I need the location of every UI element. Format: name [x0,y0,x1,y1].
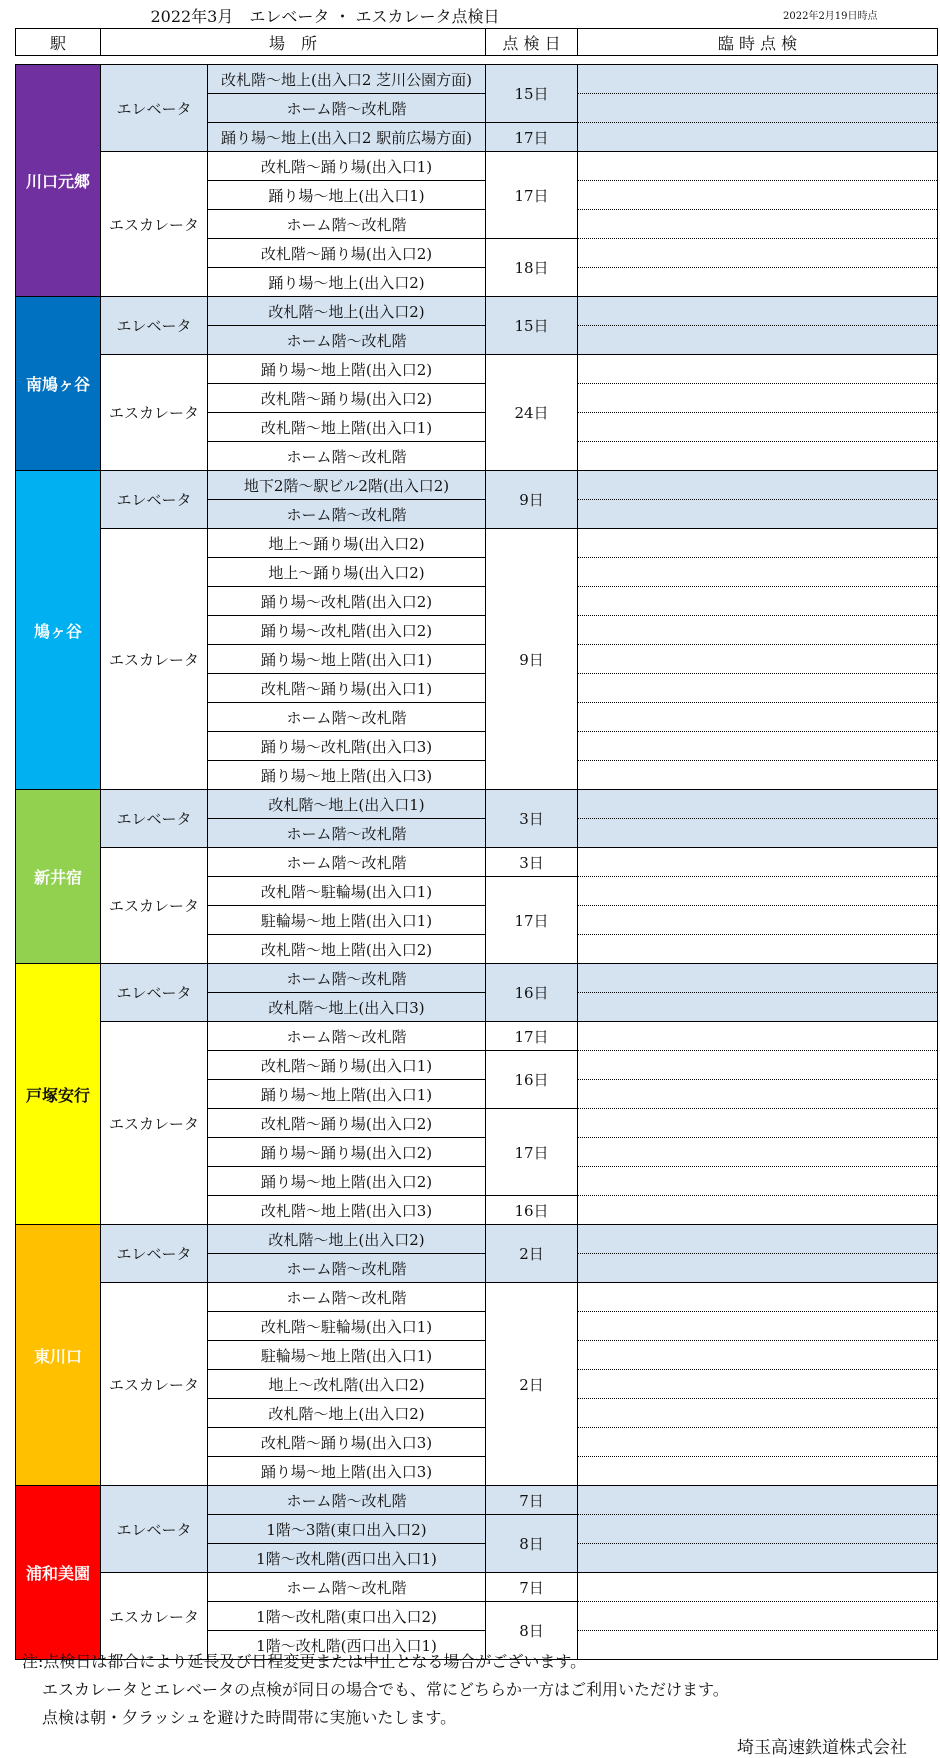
equipment-type: エスカレータ [101,152,208,297]
inspection-date: 16日 [486,964,578,1022]
station-name: 浦和美園 [16,1486,101,1660]
temporary-inspection-cell [578,1602,938,1631]
location-cell: 駐輪場～地上階(出入口1) [208,1341,486,1370]
header-date: 点 検 日 [486,29,578,56]
table-row [16,964,938,993]
location-cell: 踊り場～改札階(出入口2) [208,587,486,616]
station-name: 東川口 [16,1225,101,1486]
temporary-inspection-cell [578,1225,938,1254]
temporary-inspection-cell [578,906,938,935]
inspection-date: 17日 [486,123,578,152]
location-cell: 1階～改札階(西口出入口1) [208,1544,486,1573]
table-row [16,529,938,558]
temporary-inspection-cell [578,645,938,674]
inspection-date: 9日 [486,529,578,790]
header-location: 場 所 [101,29,486,56]
temporary-inspection-cell [578,1573,938,1602]
inspection-date: 15日 [486,65,578,123]
location-cell: 改札階～駐輪場(出入口1) [208,1312,486,1341]
temporary-inspection-cell [578,529,938,558]
inspection-date: 7日 [486,1573,578,1602]
temporary-inspection-cell [578,355,938,384]
location-cell: 1階～改札階(西口出入口1) [208,1631,486,1660]
temporary-inspection-cell [578,500,938,529]
temporary-inspection-cell [578,1167,938,1196]
equipment-type: エスカレータ [101,1573,208,1660]
temporary-inspection-cell [578,935,938,964]
location-cell: 改札階～地上(出入口2 芝川公園方面) [208,65,486,94]
equipment-type: エレベータ [101,790,208,848]
location-cell: ホーム階～改札階 [208,1486,486,1515]
station-name: 戸塚安行 [16,964,101,1225]
temporary-inspection-cell [578,1138,938,1167]
temporary-inspection-cell [578,993,938,1022]
temporary-inspection-cell [578,819,938,848]
location-cell: ホーム階～改札階 [208,964,486,993]
equipment-type: エスカレータ [101,529,208,790]
location-cell: ホーム階～改札階 [208,1254,486,1283]
location-cell: 踊り場～地上階(出入口1) [208,645,486,674]
location-cell: 地上～踊り場(出入口2) [208,558,486,587]
table-row [16,355,938,384]
table-row [16,1283,938,1312]
station-name: 南鳩ヶ谷 [16,297,101,471]
location-cell: 地上～踊り場(出入口2) [208,529,486,558]
inspection-date: 17日 [486,152,578,239]
table-row [16,1022,938,1051]
location-cell: 踊り場～地上(出入口2 駅前広場方面) [208,123,486,152]
inspection-date: 15日 [486,297,578,355]
table-row [16,790,938,819]
temporary-inspection-cell [578,1370,938,1399]
table-row [16,65,938,94]
temporary-inspection-cell [578,964,938,993]
temporary-inspection-cell [578,1022,938,1051]
temporary-inspection-cell [578,1312,938,1341]
inspection-date: 3日 [486,790,578,848]
temporary-inspection-cell [578,1428,938,1457]
location-cell: 改札階～踊り場(出入口2) [208,1109,486,1138]
inspection-date: 24日 [486,355,578,471]
temporary-inspection-cell [578,268,938,297]
header-temporary: 臨 時 点 検 [578,29,938,56]
location-cell: 踊り場～地上階(出入口2) [208,1167,486,1196]
location-cell: 改札階～踊り場(出入口1) [208,152,486,181]
location-cell: 改札階～地上(出入口3) [208,993,486,1022]
inspection-date: 17日 [486,1109,578,1196]
location-cell: 1階～3階(東口出入口2) [208,1515,486,1544]
temporary-inspection-cell [578,1486,938,1515]
inspection-date: 16日 [486,1051,578,1109]
note-line: 点検は朝・夕ラッシュを避けた時間帯に実施いたします。 [42,1708,457,1727]
equipment-type: エレベータ [101,1225,208,1283]
table-row [16,297,938,326]
station-name: 川口元郷 [16,65,101,297]
temporary-inspection-cell [578,384,938,413]
location-cell: 駐輪場～地上階(出入口1) [208,906,486,935]
location-cell: 地上～改札階(出入口2) [208,1370,486,1399]
location-cell: 改札階～地上(出入口2) [208,297,486,326]
notes [22,1648,729,1732]
temporary-inspection-cell [578,123,938,152]
inspection-date: 16日 [486,1196,578,1225]
table-row [16,1486,938,1515]
location-cell: ホーム階～改札階 [208,1022,486,1051]
location-cell: 地下2階～駅ビル2階(出入口2) [208,471,486,500]
inspection-date: 2日 [486,1225,578,1283]
temporary-inspection-cell [578,1341,938,1370]
inspection-date: 2日 [486,1283,578,1486]
location-cell: 改札階～踊り場(出入口3) [208,1428,486,1457]
header-station: 駅 [16,29,101,56]
temporary-inspection-cell [578,790,938,819]
temporary-inspection-cell [578,616,938,645]
inspection-date: 17日 [486,877,578,964]
inspection-date: 17日 [486,1022,578,1051]
temporary-inspection-cell [578,587,938,616]
table-row [16,1225,938,1254]
temporary-inspection-cell [578,1196,938,1225]
equipment-type: エスカレータ [101,1283,208,1486]
location-cell: 改札階～地上階(出入口2) [208,935,486,964]
location-cell: 踊り場～改札階(出入口2) [208,616,486,645]
temporary-inspection-cell [578,471,938,500]
temporary-inspection-cell [578,558,938,587]
temporary-inspection-cell [578,65,938,94]
table-row [16,848,938,877]
location-cell: ホーム階～改札階 [208,500,486,529]
equipment-type: エスカレータ [101,355,208,471]
temporary-inspection-cell [578,1515,938,1544]
location-cell: 改札階～地上(出入口1) [208,790,486,819]
location-cell: 踊り場～地上階(出入口3) [208,761,486,790]
temporary-inspection-cell [578,1457,938,1486]
temporary-inspection-cell [578,703,938,732]
page-title: 2022年3月 エレベータ ・ エスカレータ点検日 [150,7,500,26]
location-cell: ホーム階～改札階 [208,210,486,239]
location-cell: 改札階～地上(出入口2) [208,1399,486,1428]
location-cell: 改札階～踊り場(出入口2) [208,384,486,413]
equipment-type: エレベータ [101,471,208,529]
location-cell: ホーム階～改札階 [208,848,486,877]
location-cell: 1階～改札階(東口出入口2) [208,1602,486,1631]
location-cell: 踊り場～地上(出入口2) [208,268,486,297]
temporary-inspection-cell [578,442,938,471]
inspection-date: 3日 [486,848,578,877]
temporary-inspection-cell [578,1254,938,1283]
inspection-date: 8日 [486,1515,578,1573]
location-cell: 改札階～踊り場(出入口1) [208,674,486,703]
location-cell: 踊り場～改札階(出入口3) [208,732,486,761]
temporary-inspection-cell [578,1109,938,1138]
location-cell: ホーム階～改札階 [208,1573,486,1602]
equipment-type: エレベータ [101,964,208,1022]
temporary-inspection-cell [578,848,938,877]
temporary-inspection-cell [578,674,938,703]
location-cell: 踊り場～地上階(出入口3) [208,1457,486,1486]
location-cell: 改札階～地上階(出入口1) [208,413,486,442]
table-row [16,152,938,181]
temporary-inspection-cell [578,877,938,906]
location-cell: 改札階～地上階(出入口3) [208,1196,486,1225]
location-cell: 踊り場～踊り場(出入口2) [208,1138,486,1167]
temporary-inspection-cell [578,326,938,355]
location-cell: ホーム階～改札階 [208,1283,486,1312]
location-cell: 踊り場～地上(出入口1) [208,181,486,210]
temporary-inspection-cell [578,761,938,790]
inspection-table [15,64,938,1660]
location-cell: ホーム階～改札階 [208,819,486,848]
location-cell: 改札階～地上(出入口2) [208,1225,486,1254]
location-cell: 改札階～踊り場(出入口1) [208,1051,486,1080]
temporary-inspection-cell [578,1544,938,1573]
equipment-type: エスカレータ [101,848,208,964]
temporary-inspection-cell [578,181,938,210]
temporary-inspection-cell [578,94,938,123]
inspection-date: 9日 [486,471,578,529]
inspection-date: 8日 [486,1602,578,1660]
location-cell: ホーム階～改札階 [208,326,486,355]
temporary-inspection-cell [578,1399,938,1428]
temporary-inspection-cell [578,1080,938,1109]
temporary-inspection-cell [578,152,938,181]
equipment-type: エスカレータ [101,1022,208,1225]
location-cell: 踊り場～地上階(出入口2) [208,355,486,384]
location-cell: ホーム階～改札階 [208,703,486,732]
table-header [15,28,938,56]
temporary-inspection-cell [578,1051,938,1080]
location-cell: 踊り場～地上階(出入口1) [208,1080,486,1109]
location-cell: ホーム階～改札階 [208,442,486,471]
note-line: エスカレータとエレベータの点検が同日の場合でも、常にどちらか一方はご利用いただけます。 [42,1680,729,1699]
temporary-inspection-cell [578,297,938,326]
inspection-date: 7日 [486,1486,578,1515]
equipment-type: エレベータ [101,1486,208,1573]
table-row [16,1573,938,1602]
temporary-inspection-cell [578,1283,938,1312]
location-cell: ホーム階～改札階 [208,94,486,123]
station-name: 新井宿 [16,790,101,964]
as-of-date: 2022年2月19日時点 [783,11,878,22]
equipment-type: エレベータ [101,65,208,152]
table-row [16,471,938,500]
temporary-inspection-cell [578,210,938,239]
temporary-inspection-cell [578,732,938,761]
location-cell: 改札階～踊り場(出入口2) [208,239,486,268]
temporary-inspection-cell [578,239,938,268]
note-line: 注:点検日は都合により延長及び日程変更または中止となる場合がございます。 [22,1652,587,1671]
location-cell: 改札階～駐輪場(出入口1) [208,877,486,906]
temporary-inspection-cell [578,413,938,442]
inspection-date: 18日 [486,239,578,297]
company-name: 埼玉高速鉄道株式会社 [737,1738,907,1758]
station-name: 鳩ヶ谷 [16,471,101,790]
equipment-type: エレベータ [101,297,208,355]
